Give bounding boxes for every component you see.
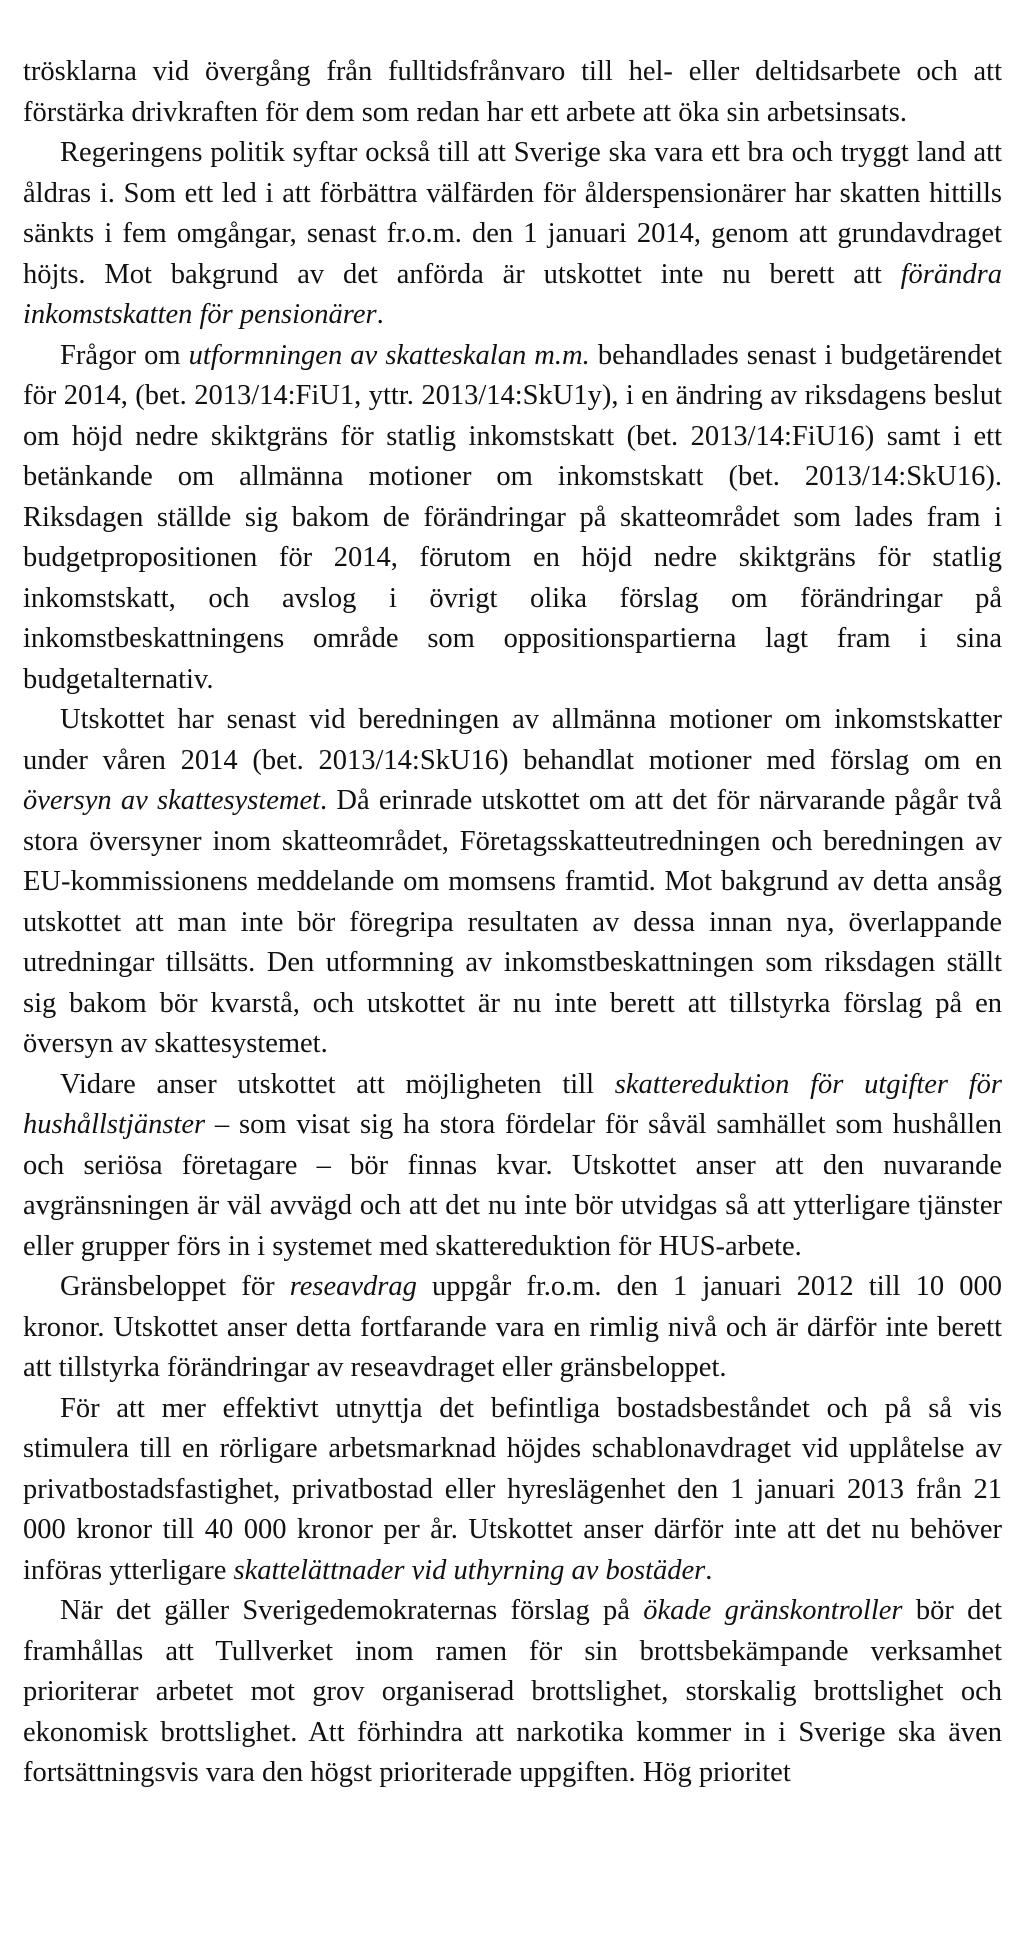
paragraph-text: behandlades senast i budgetärendet för 2014, (bet. 2013/14:FiU1, yttr. 2013/14:SkU1y), i en ändring av riksdagens beslut om höjd nedre skiktgräns för statlig inkomstskatt (bet. 2013/14:FiU16) samt i ett betänkande om allmänna motioner om inkomstskatt (bet. 2013/14:SkU16). Riksdagen ställde sig bakom de förändringar på skatteområdet som lades fram i budgetpropositionen för 2014, förutom en höjd nedre skiktgräns för statlig inkomstskatt, och avslog i övrigt olika förslag om förändringar på inkomstbeskattningens område som oppositionspartierna lagt fram i sina budgetalternativ.: [23, 339, 1003, 695]
paragraph-text: .: [705, 1554, 713, 1586]
paragraph-text: Utskottet har senast vid beredningen av allmänna motioner om inkomstskatter under våren 2014 (bet. 2013/14:SkU16) behandlat motioner med förslag om en: [23, 704, 1002, 776]
paragraph-text: När det gäller Sverigedemokraternas förslag på: [60, 1595, 644, 1626]
paragraph: [23, 1267, 1002, 1389]
paragraph-text: trösklarna vid övergång från fulltidsfrånvaro till hel- eller deltidsarbete och att förstärka drivkraften för dem som redan har ett arbete att öka sin arbetsinsats.: [23, 56, 1002, 128]
emphasized-term: skattelättnader vid uthyrning av bostäder: [233, 1554, 706, 1586]
paragraph-text: uppgår fr.o.m. den 1 januari 2012 till 10 000 kronor. Utskottet anser detta fortfarande vara en rimlig nivå och är därför inte berett att tillstyrka förändringar av reseavdraget eller gränsbeloppet.: [23, 1271, 1003, 1383]
emphasized-term: skattereduktion för utgifter för hushållstjänster: [23, 1068, 1002, 1140]
emphasized-term: ökade gränskontroller: [643, 1595, 903, 1626]
paragraph: [23, 1389, 1002, 1592]
paragraph-text: . Då erinrade utskottet om att det för närvarande pågår två stora översyner inom skatteområdet, Företagsskatteutredningen och beredningen av EU-kommissionens meddelande om momsens framtid. Mot bakgrund av detta ansåg utskottet att man inte bör föregripa resultaten av dessa innan nya, överlappande utredningar tillsätts. Den utformning av inkomstbeskattningen som riksdagen ställt sig bakom bör kvarstå, och utskottet är nu inte berett att tillstyrka förslag på en översyn av skattesystemet.: [23, 785, 1002, 1059]
paragraph-text: Gränsbeloppet för: [60, 1271, 290, 1302]
paragraph: [23, 1591, 1002, 1794]
paragraph: [23, 52, 1002, 133]
paragraph: [23, 1065, 1002, 1268]
emphasized-term: förändra inkomstskatten för pensionärer: [23, 258, 1002, 330]
emphasized-term: utformningen av skatteskalan m.m.: [188, 339, 590, 371]
paragraph-text: Frågor om: [60, 339, 189, 371]
paragraph-text: Regeringens politik syftar också till att Sverige ska vara ett bra och tryggt land att åldras i. Som ett led i att förbättra välfärden för ålderspensionärer har skatten hittills sänkts i fem omgångar, senast fr.o.m. den 1 januari 2014, genom att grundavdraget höjts. Mot bakgrund av det anförda är utskottet inte nu berett att: [23, 137, 1002, 290]
paragraph: [23, 133, 1002, 336]
paragraph-text: .: [376, 299, 384, 330]
body-text: [23, 52, 1002, 1794]
paragraph: [23, 336, 1002, 701]
paragraph-text: – som visat sig ha stora fördelar för såväl samhället som hushållen och seriösa företagare – bör finnas kvar. Utskottet anser att den nuvarande avgränsningen är väl avvägd och att det nu inte bör utvidgas så att ytterligare tjänster eller grupper förs in i systemet med skattereduktion för HUS-arbete.: [23, 1109, 1002, 1262]
paragraph-text: bör det framhållas att Tullverket inom ramen för sin brottsbekämpande verksamhet prioriterar arbetet mot grov organiserad brottslighet, storskalig brottslighet och ekonomisk brottslighet. Att förhindra att narkotika kommer in i Sverige ska även fortsättningsvis vara den högst prioriterade uppgiften. Hög prioritet: [23, 1595, 1002, 1788]
paragraph-text: Vidare anser utskottet att möjligheten till: [60, 1068, 615, 1100]
emphasized-term: översyn av skattesystemet: [23, 785, 321, 816]
emphasized-term: reseavdrag: [289, 1271, 417, 1302]
paragraph: [23, 700, 1002, 1065]
paragraph-text: För att mer effektivt utnyttja det befintliga bostadsbeståndet och på så vis stimulera till en rörligare arbetsmarknad höjdes schablonavdraget vid upplåtelse av privatbostadsfastighet, privatbostad eller hyreslägenhet den 1 januari 2013 från 21 000 kronor till 40 000 kronor per år. Utskottet anser därför inte att det nu behöver införas ytterligare: [23, 1392, 1002, 1586]
